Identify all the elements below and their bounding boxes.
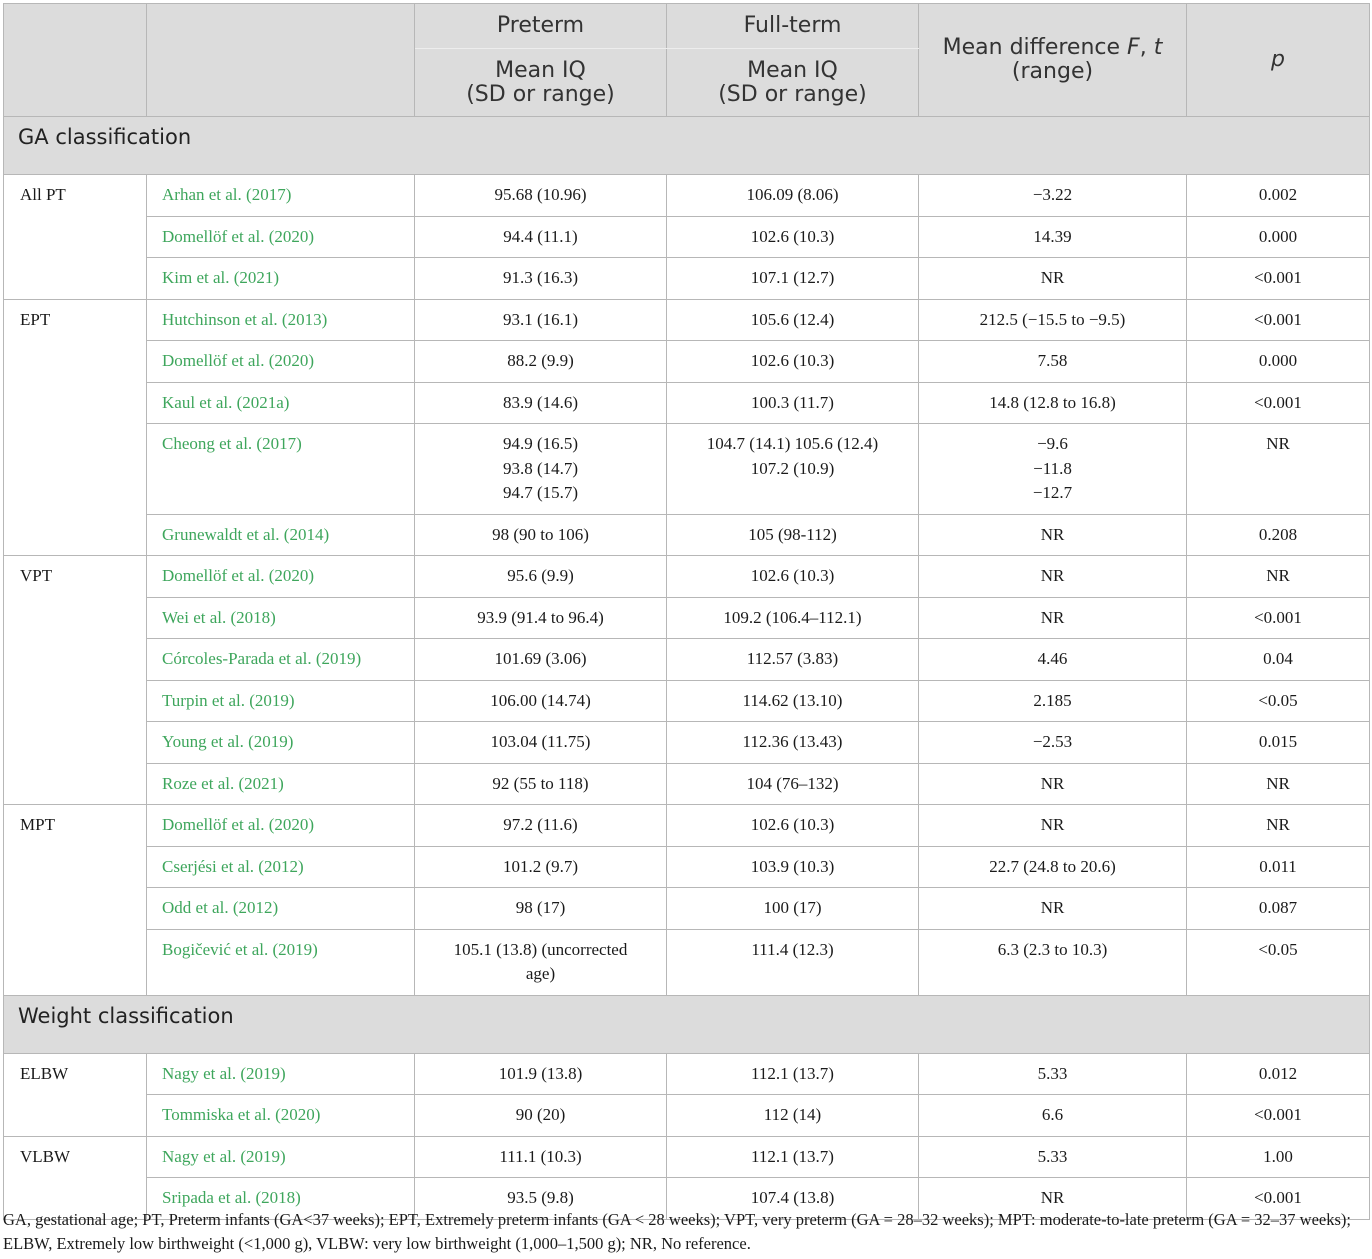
fullterm-iq-cell-line: 107.1 (12.7): [750, 268, 835, 287]
preterm-iq-cell-line: 95.6 (9.9): [507, 566, 574, 585]
study-year-link[interactable]: 2020: [280, 1105, 315, 1124]
fullterm-iq-cell-line: 102.6 (10.3): [750, 351, 835, 370]
header-preterm: Preterm: [415, 4, 667, 49]
fullterm-iq-cell-line: 100 (17): [763, 898, 822, 917]
study-year-link[interactable]: 2017: [251, 185, 286, 204]
mean-difference-cell-line: NR: [1040, 566, 1065, 585]
preterm-iq-cell: [415, 258, 667, 300]
mean-difference-cell: [919, 722, 1187, 764]
study-close-paren: ): [280, 1146, 286, 1166]
mean-difference-cell: [919, 424, 1187, 515]
preterm-iq-cell-line: 106.00 (14.74): [490, 690, 591, 710]
mean-difference-cell-line: NR: [1040, 898, 1065, 917]
fullterm-iq-cell-line: 112.57 (3.83): [746, 649, 839, 668]
table-row: [4, 929, 1370, 995]
preterm-iq-cell-line: 92 (55 to 118): [492, 773, 589, 793]
mean-difference-cell-line: 6.3 (2.3 to 10.3): [997, 939, 1108, 959]
table-row: [4, 888, 1370, 930]
p-value-cell: 0.002: [1187, 175, 1370, 217]
preterm-iq-cell-line: 101.2 (9.7): [502, 856, 579, 876]
preterm-iq-cell-line: 94.7 (15.7): [502, 483, 579, 502]
preterm-iq-cell: [415, 514, 667, 556]
p-value-cell: <0.001: [1187, 382, 1370, 424]
mean-difference-cell: [919, 680, 1187, 722]
header-fullterm-sub: [667, 49, 919, 117]
preterm-iq-cell: [415, 722, 667, 764]
study-author-link[interactable]: Nagy et al. (: [162, 1146, 247, 1166]
study-cell: [147, 722, 415, 764]
category-cell: VLBW: [4, 1136, 147, 1219]
mean-difference-cell-line: NR: [1040, 1188, 1065, 1207]
table-row: [4, 680, 1370, 722]
preterm-iq-cell-line: 98 (17): [515, 898, 566, 917]
mean-difference-cell: [919, 514, 1187, 556]
p-value-cell: <0.05: [1187, 680, 1370, 722]
fullterm-iq-cell: [667, 556, 919, 598]
study-close-paren: ): [288, 690, 295, 710]
p-value-cell: <0.001: [1187, 1095, 1370, 1137]
fullterm-iq-cell: [667, 722, 919, 764]
table-row: [4, 597, 1370, 639]
preterm-iq-cell-line: 94.9 (16.5): [502, 434, 579, 453]
p-value-cell: 0.000: [1187, 216, 1370, 258]
study-year-link[interactable]: 2013: [287, 309, 322, 329]
study-year-link[interactable]: 2018: [236, 607, 271, 627]
header-empty-category: [4, 4, 147, 117]
mean-difference-cell-line: −12.7: [1032, 483, 1073, 502]
p-value-cell: <0.001: [1187, 1178, 1370, 1220]
mean-difference-cell: [919, 805, 1187, 847]
mean-difference-cell-line: 7.58: [1037, 351, 1068, 370]
mean-difference-cell-line: 212.5 (−15.5 to −9.5): [979, 309, 1126, 329]
fullterm-iq-cell-line: 102.6 (10.3): [750, 226, 835, 246]
study-close-paren: ): [272, 898, 279, 917]
study-close-paren: ): [312, 939, 318, 959]
mean-difference-cell-line: 4.46: [1037, 649, 1068, 668]
category-cell: All PT: [4, 175, 147, 300]
study-author-link[interactable]: Domellöf et al. (: [162, 566, 275, 585]
preterm-iq-cell-line: 94.4 (11.1): [503, 226, 578, 246]
preterm-iq-cell-line: 91.3 (16.3): [502, 268, 579, 287]
p-value-cell: NR: [1187, 424, 1370, 515]
study-author-link[interactable]: Tommiska et al. (: [162, 1105, 281, 1124]
study-year-link[interactable]: 2019: [321, 649, 356, 668]
table-row: [4, 556, 1370, 598]
fullterm-iq-cell: [667, 888, 919, 930]
study-close-paren: ): [287, 732, 294, 751]
p-value-cell: 1.00: [1187, 1136, 1370, 1178]
preterm-iq-cell: [415, 341, 667, 383]
study-close-paren: ): [314, 1105, 321, 1124]
table-row: [4, 763, 1370, 805]
preterm-iq-cell-line: 101.69 (3.06): [494, 649, 587, 668]
table-row: [4, 258, 1370, 300]
mean-difference-cell-line: NR: [1040, 268, 1065, 287]
header-fullterm: Full-term: [667, 4, 919, 49]
mean-difference-cell-line: −9.6: [1037, 434, 1068, 453]
study-author-link[interactable]: Cserjési et al. (: [162, 856, 264, 876]
study-cell: [147, 216, 415, 258]
mean-difference-cell: [919, 763, 1187, 805]
table-row: [4, 722, 1370, 764]
header-mean-difference: [919, 4, 1187, 117]
header-mean-difference-line2: (range): [1011, 59, 1094, 84]
fullterm-iq-cell: [667, 846, 919, 888]
study-cell: [147, 680, 415, 722]
study-author-link[interactable]: Wei et al. (: [162, 607, 237, 627]
preterm-iq-cell: [415, 1095, 667, 1137]
mean-difference-cell-line: 14.8 (12.8 to 16.8): [989, 392, 1116, 412]
fullterm-iq-cell-line: 107.2 (10.9): [750, 458, 835, 478]
table-row: [4, 382, 1370, 424]
mean-difference-cell-line: 5.33: [1037, 1146, 1068, 1166]
study-close-paren: ): [278, 773, 284, 793]
study-year-link[interactable]: 2018: [261, 1188, 296, 1207]
table-row: [4, 216, 1370, 258]
table-body: [4, 117, 1370, 1220]
preterm-iq-cell-line: 93.9 (91.4 to 96.4): [477, 607, 604, 627]
preterm-iq-cell: [415, 680, 667, 722]
study-author-link[interactable]: Domellöf et al. (: [162, 226, 275, 246]
mean-difference-cell-line: −2.53: [1032, 732, 1073, 751]
fullterm-iq-cell-line: 104 (76–132): [746, 773, 839, 793]
mean-difference-cell-line: 14.39: [1033, 226, 1072, 246]
study-year-link[interactable]: 2020: [274, 226, 309, 246]
fullterm-iq-cell: [667, 175, 919, 217]
preterm-iq-cell-line: 103.04 (11.75): [490, 732, 591, 751]
fullterm-iq-cell: [667, 763, 919, 805]
header-p-value: p: [1187, 4, 1370, 117]
fullterm-iq-cell-line: 102.6 (10.3): [750, 815, 835, 834]
mean-difference-cell: [919, 1136, 1187, 1178]
study-cell: [147, 556, 415, 598]
mean-difference-cell-line: −3.22: [1032, 185, 1073, 204]
mean-difference-cell-line: 22.7 (24.8 to 20.6): [989, 856, 1116, 876]
section-row: [4, 117, 1370, 175]
study-author-link[interactable]: Kim et al. (: [162, 268, 240, 287]
p-value-cell: 0.015: [1187, 722, 1370, 764]
study-close-paren: ): [296, 434, 302, 453]
preterm-iq-cell: [415, 556, 667, 598]
fullterm-iq-cell-line: 103.9 (10.3): [750, 856, 835, 876]
table-row: [4, 299, 1370, 341]
p-value-cell: 0.012: [1187, 1053, 1370, 1095]
mean-difference-cell: [919, 382, 1187, 424]
p-value-cell: 0.000: [1187, 341, 1370, 383]
mean-difference-cell: [919, 299, 1187, 341]
fullterm-iq-cell-line: 111.4 (12.3): [751, 939, 834, 959]
iq-table-container: [3, 3, 1369, 1220]
p-value-cell: <0.001: [1187, 258, 1370, 300]
preterm-iq-cell-line: 105.1 (13.8) (uncorrected: [453, 939, 628, 959]
p-value-cell: NR: [1187, 763, 1370, 805]
preterm-iq-cell: [415, 846, 667, 888]
p-value-cell: 0.04: [1187, 639, 1370, 681]
mean-difference-cell-line: −11.8: [1033, 458, 1072, 478]
study-cell: [147, 1053, 415, 1095]
fullterm-iq-cell-line: 105.6 (12.4): [750, 309, 835, 329]
study-year-link[interactable]: 2014: [289, 524, 324, 544]
study-year-link[interactable]: 2020: [274, 566, 309, 585]
mean-difference-cell: [919, 258, 1187, 300]
header-fullterm-sub-line2: (SD or range): [718, 81, 867, 107]
p-value-cell: 0.087: [1187, 888, 1370, 930]
fullterm-iq-cell: [667, 424, 919, 515]
p-value-cell: NR: [1187, 805, 1370, 847]
preterm-iq-cell-line: 111.1 (10.3): [499, 1146, 582, 1166]
table-header: [4, 4, 1370, 117]
study-cell: [147, 382, 415, 424]
preterm-iq-cell: [415, 299, 667, 341]
study-close-paren: ): [323, 524, 330, 544]
preterm-iq-cell-line: 93.1 (16.1): [502, 309, 579, 329]
study-close-paren: ): [321, 309, 328, 329]
mean-difference-cell-line: NR: [1040, 773, 1065, 793]
fullterm-iq-cell-line: 112.36 (13.43): [742, 732, 843, 751]
study-year-link[interactable]: 2021: [239, 268, 274, 287]
study-cell: [147, 929, 415, 995]
study-cell: [147, 846, 415, 888]
preterm-iq-cell: [415, 424, 667, 515]
iq-comparison-table: [3, 3, 1370, 1220]
p-value-cell: <0.05: [1187, 929, 1370, 995]
study-cell: [147, 1136, 415, 1178]
table-row: [4, 805, 1370, 847]
preterm-iq-cell-line: 95.68 (10.96): [494, 185, 587, 204]
table-row: [4, 424, 1370, 515]
fullterm-iq-cell-line: 102.6 (10.3): [750, 566, 835, 585]
category-cell: ELBW: [4, 1053, 147, 1136]
preterm-iq-cell-line: 83.9 (14.6): [502, 392, 579, 412]
study-cell: [147, 639, 415, 681]
mean-difference-cell: [919, 846, 1187, 888]
table-row: [4, 175, 1370, 217]
fullterm-iq-cell: [667, 929, 919, 995]
fullterm-iq-cell-line: 112.1 (13.7): [751, 1063, 834, 1083]
study-author-link[interactable]: Sripada et al. (: [162, 1188, 262, 1207]
preterm-iq-cell: [415, 1136, 667, 1178]
header-preterm-sub-line2: (SD or range): [466, 81, 615, 107]
header-preterm-sub: [415, 49, 667, 117]
section-title: Weight classification: [4, 995, 1370, 1053]
study-close-paren: ): [280, 1063, 286, 1083]
mean-difference-cell-line: NR: [1040, 524, 1065, 544]
preterm-iq-cell: [415, 175, 667, 217]
fullterm-iq-cell-line: 106.09 (8.06): [746, 185, 839, 204]
study-author-link[interactable]: Odd et al. (: [162, 898, 239, 917]
fullterm-iq-cell: [667, 299, 919, 341]
fullterm-iq-cell-line: 105 (98-112): [748, 524, 837, 544]
study-year-link[interactable]: 2020: [274, 351, 309, 370]
fullterm-iq-cell-line: 112.1 (13.7): [751, 1146, 834, 1166]
study-close-paren: ): [295, 1188, 301, 1207]
study-year-link[interactable]: 2012: [263, 856, 298, 876]
preterm-iq-cell-line: 90 (20): [515, 1105, 566, 1124]
fullterm-iq-cell: [667, 1136, 919, 1178]
study-cell: [147, 424, 415, 515]
fullterm-iq-cell: [667, 341, 919, 383]
study-year-link[interactable]: 2021: [244, 773, 279, 793]
table-footnote: GA, gestational age; PT, Preterm infants (GA<37 weeks); EPT, Extremely preterm infants (GA < 28 weeks); VPT, very preterm (GA = 28–32 weeks); MPT: moderate-to-late preterm (GA = 32–37 weeks); ELBW, Extremely low birthweight (<1,000 g), VLBW: very low birthweight (1,000–1,500 g); NR, No reference.: [3, 1210, 1351, 1253]
fullterm-iq-cell-line: 104.7 (14.1) 105.6 (12.4): [706, 434, 879, 453]
study-close-paren: ): [273, 268, 280, 287]
fullterm-iq-cell-line: 100.3 (11.7): [751, 392, 834, 412]
preterm-iq-cell-line: 88.2 (9.9): [507, 351, 574, 370]
study-year-link[interactable]: 2019: [246, 1063, 281, 1083]
study-author-link[interactable]: Grunewaldt et al. (: [162, 524, 290, 544]
mean-difference-cell-line: NR: [1040, 607, 1065, 627]
study-close-paren: ): [283, 392, 290, 412]
study-author-link[interactable]: Córcoles-Parada et al. (: [162, 649, 322, 668]
mean-difference-cell: [919, 639, 1187, 681]
study-year-link[interactable]: 2017: [262, 434, 297, 453]
study-close-paren: ): [308, 566, 315, 585]
preterm-iq-cell-line: 93.5 (9.8): [507, 1188, 574, 1207]
study-author-link[interactable]: Cheong et al. (: [162, 434, 263, 453]
mean-difference-cell: [919, 929, 1187, 995]
mean-difference-cell: [919, 175, 1187, 217]
mean-difference-cell: [919, 597, 1187, 639]
table-row: [4, 514, 1370, 556]
table-row: [4, 1053, 1370, 1095]
mean-difference-cell-line: 2.185: [1033, 690, 1072, 710]
study-year-link[interactable]: 2020: [274, 815, 309, 834]
study-author-link[interactable]: Roze et al. (: [162, 773, 245, 793]
table-row: [4, 846, 1370, 888]
study-author-link[interactable]: Young et al. (: [162, 732, 254, 751]
preterm-iq-cell: [415, 929, 667, 995]
study-cell: [147, 1095, 415, 1137]
study-cell: [147, 805, 415, 847]
study-cell: [147, 514, 415, 556]
mean-difference-cell: [919, 1053, 1187, 1095]
preterm-iq-cell: [415, 805, 667, 847]
study-author-link[interactable]: Turpin et al. (: [162, 690, 255, 710]
study-close-paren: ): [285, 185, 292, 204]
header-empty-study: [147, 4, 415, 117]
mean-difference-cell-line: NR: [1040, 815, 1065, 834]
study-cell: [147, 341, 415, 383]
study-year-link[interactable]: 2012: [238, 898, 273, 917]
study-author-link[interactable]: Nagy et al. (: [162, 1063, 247, 1083]
section-title: GA classification: [4, 117, 1370, 175]
study-year-link[interactable]: 2019: [254, 690, 289, 710]
preterm-iq-cell: [415, 763, 667, 805]
fullterm-iq-cell-line: 107.4 (13.8): [750, 1188, 835, 1207]
preterm-iq-cell-line: 97.2 (11.6): [503, 815, 578, 834]
study-close-paren: ): [308, 226, 315, 246]
header-fullterm-sub-line1: Mean IQ: [747, 57, 838, 83]
header-preterm-sub-line1: Mean IQ: [495, 57, 586, 83]
mean-difference-cell: [919, 216, 1187, 258]
p-value-cell: 0.011: [1187, 846, 1370, 888]
study-author-link[interactable]: Kaul et al. (: [162, 392, 243, 412]
fullterm-iq-cell: [667, 680, 919, 722]
fullterm-iq-cell-line: 109.2 (106.4–112.1): [723, 607, 862, 627]
table-row: [4, 1095, 1370, 1137]
preterm-iq-cell: [415, 597, 667, 639]
fullterm-iq-cell-line: 112 (14): [763, 1105, 822, 1124]
study-author-link[interactable]: Arhan et al. (: [162, 185, 252, 204]
mean-difference-cell: [919, 556, 1187, 598]
study-close-paren: ): [355, 649, 362, 668]
study-year-link[interactable]: 2021a: [242, 392, 284, 412]
fullterm-iq-cell: [667, 216, 919, 258]
fullterm-iq-cell-line: 114.62 (13.10): [742, 690, 843, 710]
preterm-iq-cell-line: age): [525, 964, 556, 983]
study-cell: [147, 299, 415, 341]
p-value-cell: NR: [1187, 556, 1370, 598]
study-cell: [147, 258, 415, 300]
fullterm-iq-cell: [667, 805, 919, 847]
preterm-iq-cell: [415, 888, 667, 930]
fullterm-iq-cell: [667, 382, 919, 424]
preterm-iq-cell-line: 93.8 (14.7): [502, 458, 579, 478]
section-row: [4, 995, 1370, 1053]
mean-difference-cell: [919, 341, 1187, 383]
study-cell: [147, 888, 415, 930]
table-row: [4, 341, 1370, 383]
category-cell: MPT: [4, 805, 147, 996]
study-cell: [147, 597, 415, 639]
study-close-paren: ): [270, 607, 276, 627]
mean-difference-cell: [919, 1095, 1187, 1137]
preterm-iq-cell: [415, 382, 667, 424]
study-close-paren: ): [297, 856, 304, 876]
study-cell: [147, 175, 415, 217]
fullterm-iq-cell: [667, 1095, 919, 1137]
study-year-link[interactable]: 2019: [278, 939, 313, 959]
p-value-cell: <0.001: [1187, 299, 1370, 341]
preterm-iq-cell: [415, 216, 667, 258]
category-cell: EPT: [4, 299, 147, 556]
fullterm-iq-cell: [667, 514, 919, 556]
study-cell: [147, 763, 415, 805]
preterm-iq-cell-line: 98 (90 to 106): [492, 524, 589, 544]
study-author-link[interactable]: Bogičević et al. (: [162, 939, 279, 959]
fullterm-iq-cell: [667, 1053, 919, 1095]
p-value-cell: <0.001: [1187, 597, 1370, 639]
study-author-link[interactable]: Domellöf et al. (: [162, 815, 275, 834]
study-year-link[interactable]: 2019: [246, 1146, 281, 1166]
mean-difference-cell: [919, 888, 1187, 930]
study-author-link[interactable]: Domellöf et al. (: [162, 351, 275, 370]
mean-difference-cell-line: 5.33: [1037, 1063, 1068, 1083]
table-row: [4, 1136, 1370, 1178]
p-value-cell: 0.208: [1187, 514, 1370, 556]
table-row: [4, 639, 1370, 681]
fullterm-iq-cell: [667, 258, 919, 300]
study-year-link[interactable]: 2019: [253, 732, 288, 751]
header-mean-difference-line1: Mean difference F, t: [942, 35, 1163, 60]
preterm-iq-cell-line: 101.9 (13.8): [498, 1063, 583, 1083]
preterm-iq-cell: [415, 1053, 667, 1095]
preterm-iq-cell: [415, 639, 667, 681]
study-close-paren: ): [308, 815, 315, 834]
mean-difference-cell-line: 6.6: [1041, 1105, 1064, 1124]
study-author-link[interactable]: Hutchinson et al. (: [162, 309, 288, 329]
study-close-paren: ): [308, 351, 315, 370]
fullterm-iq-cell: [667, 639, 919, 681]
fullterm-iq-cell: [667, 597, 919, 639]
category-cell: VPT: [4, 556, 147, 805]
